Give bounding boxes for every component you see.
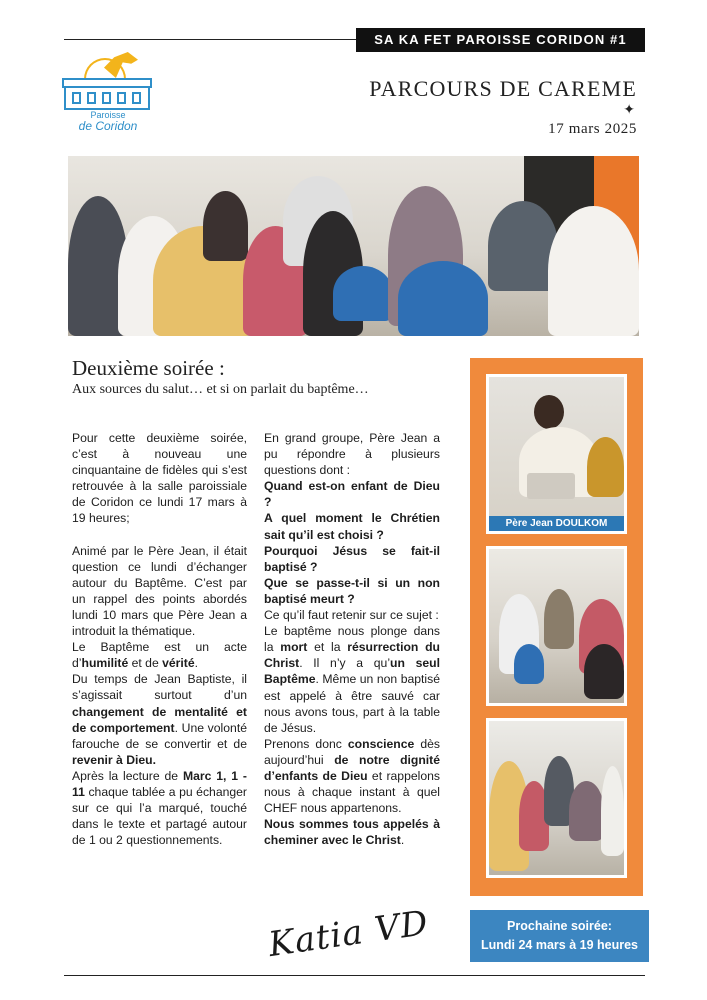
photo-gallery xyxy=(470,358,643,896)
sparkle-icon: ✦ xyxy=(623,101,635,117)
question-1: Quand est-on enfant de Dieu ? xyxy=(264,479,440,510)
paragraph-humility: Le Baptême est un acte d’humilité et de vérité. xyxy=(72,640,247,671)
photo-robe xyxy=(587,437,624,497)
top-rule xyxy=(64,39,356,40)
window-icon xyxy=(87,92,96,104)
photo-person xyxy=(584,644,624,699)
photo-priest xyxy=(486,374,627,534)
photo-person xyxy=(569,781,604,841)
page-title: PARCOURS DE CAREME xyxy=(369,76,637,101)
hero-photo xyxy=(68,156,639,336)
author-signature: Katia VD xyxy=(266,902,432,966)
parish-logo xyxy=(62,52,157,132)
window-icon xyxy=(72,92,81,104)
page-date: 17 mars 2025 xyxy=(548,121,637,137)
photo-person xyxy=(203,191,248,261)
section-title: Deuxième soirée : xyxy=(72,356,225,380)
photo-person xyxy=(601,766,624,856)
photo-person xyxy=(534,395,564,429)
window-icon xyxy=(117,92,126,104)
photo-group xyxy=(486,718,627,878)
question-2: A quel moment le Chrétien sait qu’il est choisi ? xyxy=(264,511,440,542)
paragraph-dignity: Prenons donc conscience dès aujourd’hui de notre dignité d’enfants de Dieu et rappelons nous à chaque instant à quel CHEF nous appartenons. xyxy=(264,736,441,816)
window-icon xyxy=(132,92,141,104)
photo-person xyxy=(544,589,574,649)
photo-tables xyxy=(486,546,627,706)
paragraph-baptism: Le baptême nous plonge dans la mort et la résurrection du Christ. Il n’y a qu’un seul Baptême. Même un non baptisé est appelé à être sauvé car nous avons tous, part à la table de Jésus. xyxy=(264,624,440,735)
photo-chair xyxy=(514,644,544,684)
logo-text-coridon: de Coridon xyxy=(78,119,138,133)
question-4: Que se passe-t-il si un non baptisé meurt ? xyxy=(264,575,440,606)
paragraph-intro: Pour cette deuxième soirée, c’est à nouveau une cinquantaine de fidèles qui s’est retrouvée à la salle paroissiale de Coridon ce lundi 17 mars à 19 heures; xyxy=(72,431,247,526)
photo-chair xyxy=(333,266,393,321)
bottom-rule xyxy=(64,975,645,976)
paragraph-reading: Après la lecture de Marc 1, 1 - 11 chaque tablée a pu échanger sur ce qui l’a marqué, touché dans le texte et partagé autour de 1 ou 2 questionnements. xyxy=(72,768,247,848)
section-subtitle: Aux sources du salut… et si on parlait du baptême… xyxy=(72,382,369,397)
photo-person xyxy=(548,206,639,336)
newsletter-tagline: SA KA FET PAROISSE CORIDON #1 xyxy=(356,28,645,52)
question-3: Pourquoi Jésus se fait-il baptisé ? xyxy=(264,543,440,574)
photo-chair xyxy=(398,261,488,336)
paragraph-john-baptist: Du temps de Jean Baptiste, il s’agissait surtout d’un changement de mentalité et de comportement. Une volonté farouche de se convertir et de revenir à Dieu. xyxy=(72,672,247,767)
left-column xyxy=(72,430,247,848)
next-evening-date: Lundi 24 mars à 19 heures xyxy=(480,938,638,952)
paragraph-questions-intro: En grand groupe, Père Jean a pu répondre à plusieurs questions dont : xyxy=(264,431,440,478)
photo-caption: Père Jean DOULKOM xyxy=(489,516,624,531)
window-icon xyxy=(102,92,111,104)
laptop-icon xyxy=(527,473,575,499)
next-evening-label: Prochaine soirée: xyxy=(507,919,612,933)
paragraph-closing: Nous sommes tous appelés à cheminer avec le Christ. xyxy=(264,817,440,848)
logo-text-paroisse: Paroisse xyxy=(90,110,126,120)
paragraph-theme: Animé par le Père Jean, il était question ce lundi d’échanger autour du Baptême. C’est par un rappel des points abordés lundi 10 mars que Père Jean a introduit la thématique. xyxy=(72,543,247,639)
right-column xyxy=(264,430,440,848)
next-evening-banner xyxy=(470,910,649,962)
paragraph-retain: Ce qu’il faut retenir sur ce sujet : xyxy=(264,608,439,623)
